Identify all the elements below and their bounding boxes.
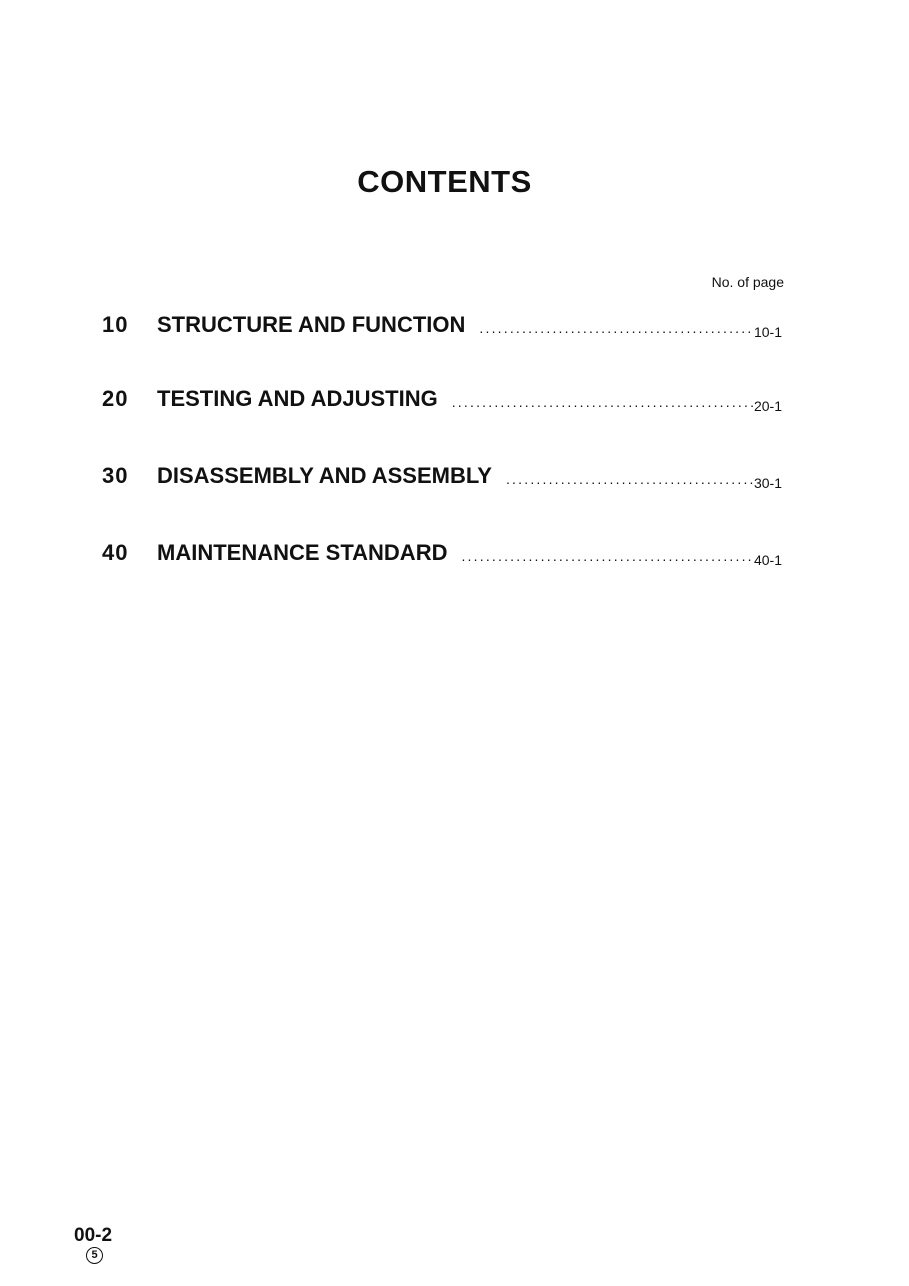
section-title: DISASSEMBLY AND ASSEMBLY — [157, 463, 492, 488]
section-page: 20-1 — [753, 398, 782, 414]
toc-entry[interactable] — [102, 382, 782, 412]
dot-leader — [452, 395, 754, 412]
section-title: STRUCTURE AND FUNCTION — [157, 312, 466, 337]
dot-leader — [506, 472, 754, 489]
page-title: CONTENTS — [357, 164, 532, 199]
toc-entry[interactable] — [102, 308, 782, 338]
column-header-page-number: No. of page — [711, 274, 784, 290]
section-page: 40-1 — [753, 552, 782, 568]
section-title: TESTING AND ADJUSTING — [157, 386, 438, 411]
footer-page-number: 00-2 — [74, 1225, 113, 1246]
section-page: 30-1 — [753, 475, 782, 491]
toc-entry[interactable] — [102, 536, 782, 566]
revision-mark: 5 — [86, 1247, 103, 1264]
dot-leader — [461, 549, 754, 566]
section-number: 10 — [102, 312, 129, 337]
dot-leader — [479, 321, 754, 338]
section-number: 20 — [102, 386, 129, 411]
section-number: 30 — [102, 463, 129, 488]
toc-entry[interactable] — [102, 459, 782, 489]
section-number: 40 — [102, 540, 129, 565]
section-page: 10-1 — [753, 324, 782, 340]
section-title: MAINTENANCE STANDARD — [157, 540, 448, 565]
